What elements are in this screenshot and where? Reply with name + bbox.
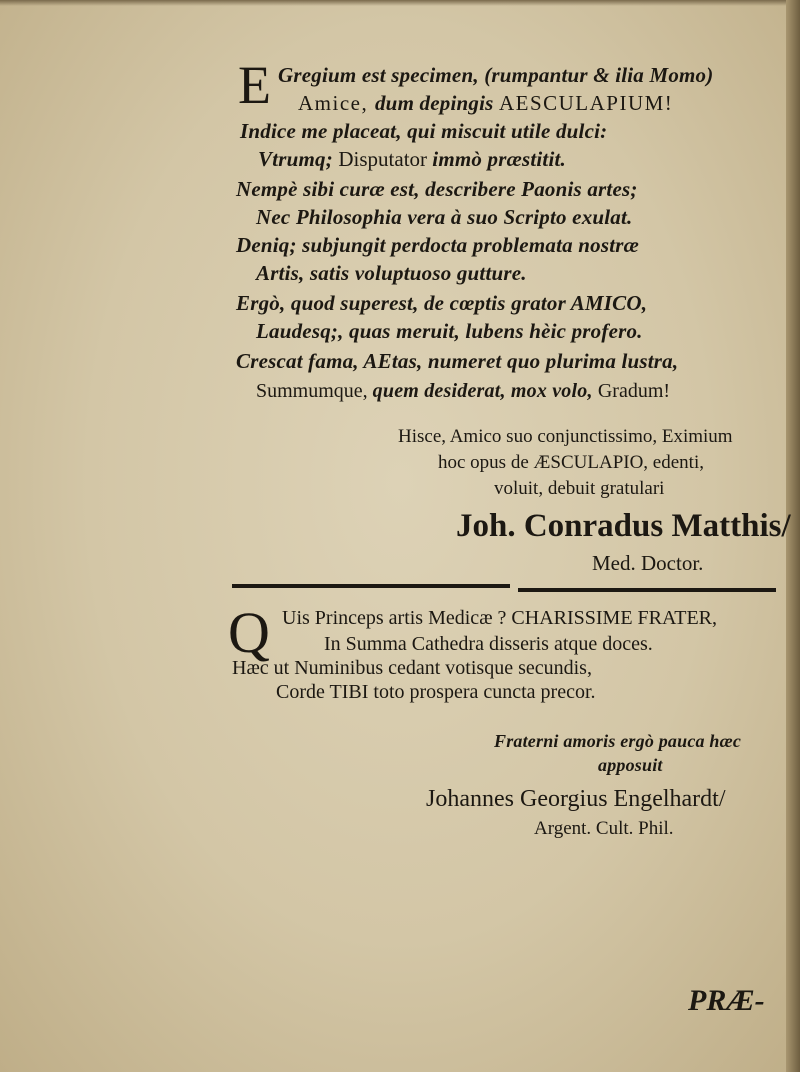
poem1-line-8: Artis, satis voluptuoso gutture. xyxy=(256,261,527,285)
poem2-line-1: Uis Princeps artis Medicæ ? CHARISSIME FRATER, xyxy=(282,607,717,629)
catchword: PRÆ- xyxy=(688,984,765,1017)
signature2-name: Johannes Georgius Engelhardt/ xyxy=(426,786,726,812)
divider-rule-right xyxy=(518,588,776,592)
poem1-line-4: Vtrumq; Disputator immò præstitit. xyxy=(258,147,566,171)
dedication2-line-1: Fraterni amoris ergò pauca hæc xyxy=(494,731,742,751)
divider-rule-left xyxy=(232,584,510,588)
poem1-line-12: Summumque, quem desiderat, mox volo, Gradum! xyxy=(256,380,671,402)
dedication1-line-3: voluit, debuit gratulari xyxy=(494,478,665,499)
poem1-line-10: Laudesq;, quas meruit, lubens hèic profero. xyxy=(256,319,643,343)
poem1-line-9: Ergò, quod superest, de cœptis grator AMICO, xyxy=(236,291,648,315)
poem1-line-1: Gregium est specimen, (rumpantur & ilia Momo) xyxy=(278,63,714,87)
poem1-line-6: Nec Philosophia vera à suo Scripto exulat. xyxy=(256,205,633,229)
poem1-line-7: Deniq; subjungit perdocta problemata nostræ xyxy=(236,233,639,257)
signature1-name: Joh. Conradus Matthis/ xyxy=(456,508,791,544)
signature2-title: Argent. Cult. Phil. xyxy=(534,818,674,839)
poem1-line-11: Crescat fama, AEtas, numeret quo plurima lustra, xyxy=(236,349,679,373)
signature1-title: Med. Doctor. xyxy=(592,551,704,575)
dedication2-line-2: apposuit xyxy=(598,755,663,775)
poem2-line-3: Hæc ut Numinibus cedant votisque secundis, xyxy=(232,657,592,679)
page-top-edge xyxy=(0,0,800,6)
drop-cap-e: E xyxy=(238,55,271,115)
poem1-line-5: Nempè sibi curæ est, describere Paonis artes; xyxy=(236,177,638,201)
dedication1-line-1: Hisce, Amico suo conjunctissimo, Eximium xyxy=(398,426,733,447)
poem1-line-3: Indice me placeat, qui miscuit utile dulci: xyxy=(240,119,608,143)
poem2-line-2: In Summa Cathedra disseris atque doces. xyxy=(324,633,653,655)
poem1-line-2: Amice, dum depingis AESCULAPIUM! xyxy=(298,91,674,115)
drop-cap-q: Q xyxy=(228,600,270,665)
poem2-line-4: Corde TIBI toto prospera cuncta precor. xyxy=(276,681,596,703)
dedication1-line-2: hoc opus de ÆSCULAPIO, edenti, xyxy=(438,452,704,473)
